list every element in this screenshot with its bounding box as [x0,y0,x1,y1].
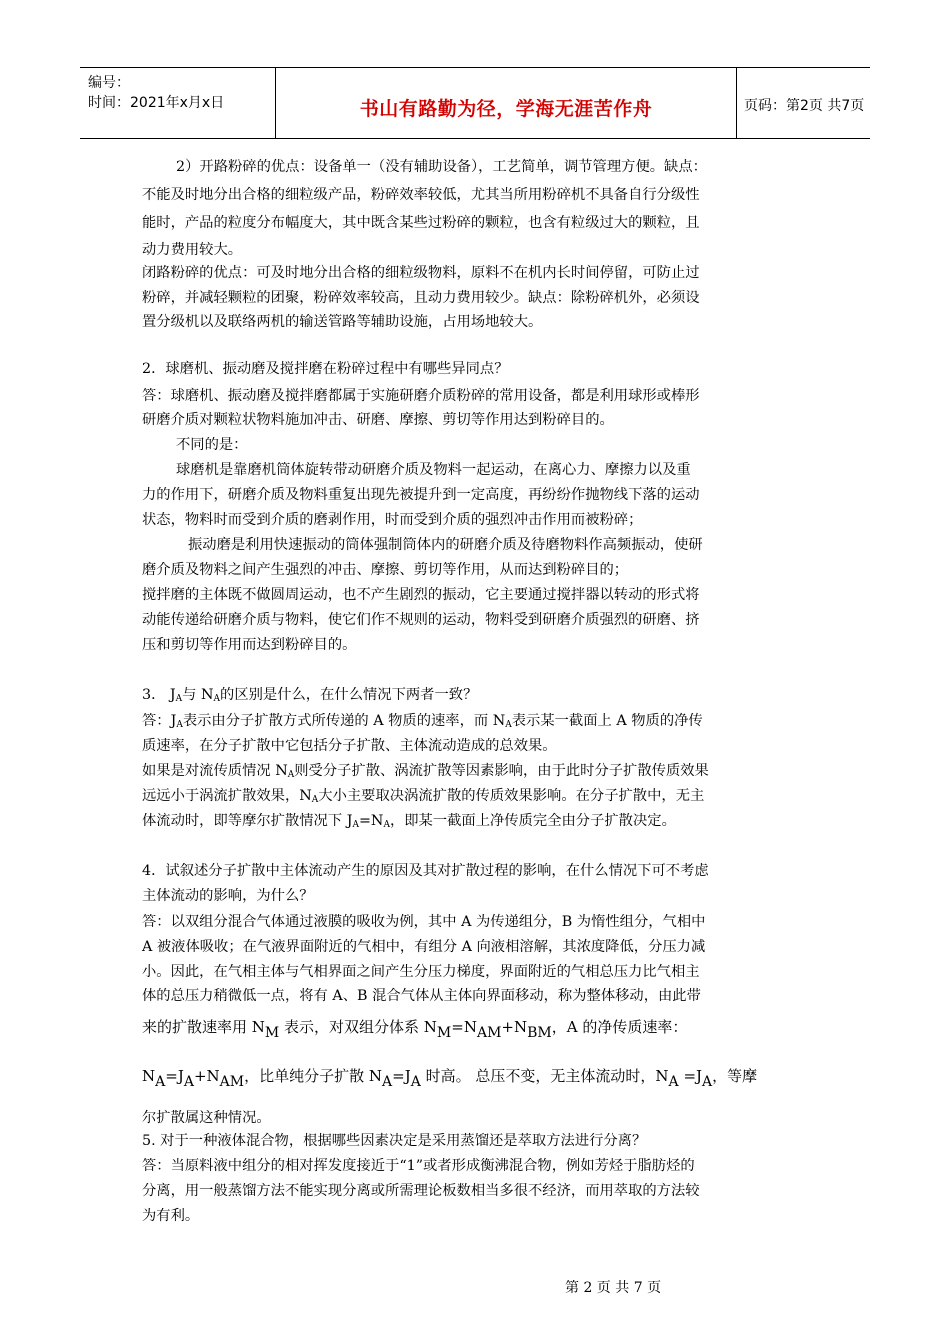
paragraph-line: 能时，产品的粒度分布幅度大，其中既含某些过粉碎的颗粒，也含有粒级过大的颗粒，且 [142,215,700,231]
paragraph-line: 为有利。 [142,1208,200,1224]
paragraph-line: 置分级机以及联络两机的输送管路等辅助设施，占用场地较大。 [142,314,543,330]
header-motto: 书山有路勤为径，学海无涯苦作舟 [359,98,653,120]
header-time: 时间：2021年x月x日 [88,95,225,111]
paragraph-line: 磨介质及物料之间产生强烈的冲击、摩擦、剪切等作用，从而达到粉碎目的； [142,562,629,578]
paragraph-line: 状态，物料时而受到介质的磨剥作用，时而受到介质的强烈冲击作用而被粉碎； [142,512,643,528]
paragraph-line: 力的作用下，研磨介质及物料重复出现先被提升到一定高度，再纷纷作抛物线下落的运动 [142,487,700,503]
paragraph-line: 不同的是： [176,437,248,453]
paragraph-line: 答：球磨机、振动磨及搅拌磨都属于实施研磨介质粉碎的常用设备，都是利用球形或棒形 [142,388,700,404]
header-info-cell [80,68,275,138]
paragraph-line: 搅拌磨的主体既不做圆周运动，也不产生剧烈的振动，它主要通过搅拌器以转动的形式将 [142,587,700,603]
paragraph-line: 动能传递给研磨介质与物料，使它们作不规则的运动，物料受到研磨介质强烈的研磨、挤 [142,612,700,628]
page-header [80,67,870,139]
paragraph-line: 分离，用一般蒸馏方法不能实现分离或所需理论板数相当多很不经济，而用萃取的方法较 [142,1183,700,1199]
paragraph-line: 体流动时，即等摩尔扩散情况下 $J_A=N_A$，即某一截面上净传质完全由分子扩散决定。 [142,813,676,830]
paragraph-line: 答：当原料液中组分的相对挥发度接近于“1”或者形成衡沸混合物，例如芳烃于脂肪烃的 [142,1158,695,1174]
formula-line: 来的扩散速率用 $N_M$ 表示，对双组分体系 $N_M=N_{AM}+N_{BM}$，A 的净传质速率： [142,1018,688,1041]
paragraph-line: 研磨介质对颗粒状物料施加冲击、研磨、摩擦、剪切等作用达到粉碎目的。 [142,412,614,428]
paragraph-line: 答：$J_A$表示由分子扩散方式所传递的 A 物质的速率，而 $N_A$表示某一截面上 A 物质的净传 [142,713,703,730]
paragraph-line: 球磨机是靠磨机筒体旋转带动研磨介质及物料一起运动，在离心力、摩擦力以及重 [176,462,691,478]
paragraph-line: 压和剪切等作用而达到粉碎目的。 [142,637,357,653]
paragraph-line: 粉碎，并减轻颗粒的团聚，粉碎效率较高，且动力费用较少。缺点：除粉碎机外，必须设 [142,290,700,306]
page-footer: 第 2 页 共 7 页 [565,1280,662,1296]
header-page-cell [736,68,870,138]
question-5: 5. 对于一种液体混合物，根据哪些因素决定是采用蒸馏还是萃取方法进行分离？ [142,1133,647,1149]
paragraph-line: 主体流动的影响，为什么？ [142,888,314,904]
header-number: 编号： [88,75,130,91]
header-motto-cell [275,68,737,138]
question-2: 2．球磨机、振动磨及搅拌磨在粉碎过程中有哪些异同点？ [142,361,509,377]
paragraph-line: 答：以双组分混合气体通过液膜的吸收为例，其中 A 为传递组分，B 为惰性组分，气相中 [142,914,706,930]
paragraph-line: 质速率，在分子扩散中它包括分子扩散、主体流动造成的总效果。 [142,738,557,754]
header-page-number: 页码：第2页 共7页 [744,98,865,114]
paragraph-line: 如果是对流传质情况 $N_A$则受分子扩散、涡流扩散等因素影响，由于此时分子扩散传质效果 [142,763,709,780]
paragraph-line: 小。因此，在气相主体与气相界面之间产生分压力梯度，界面附近的气相总压力比气相主 [142,964,700,980]
question-4: 4．试叙述分子扩散中主体流动产生的原因及其对扩散过程的影响，在什么情况下可不考虑 [142,863,709,879]
paragraph-line: 闭路粉碎的优点：可及时地分出合格的细粒级物料，原料不在机内长时间停留，可防止过 [142,265,700,281]
paragraph-line: 2）开路粉碎的优点：设备单一（没有辅助设备），工艺简单，调节管理方便。缺点： [176,159,707,175]
paragraph-line: 不能及时地分出合格的细粒级产品，粉碎效率较低，尤其当所用粉碎机不具备自行分级性 [142,187,700,203]
paragraph-line: 振动磨是利用快速振动的筒体强制筒体内的研磨介质及待磨物料作高频振动，使研 [188,537,703,553]
question-3: 3． $J_A$与 $N_A$的区别是什么，在什么情况下两者一致？ [142,687,478,704]
paragraph-line: 体的总压力稍微低一点，将有 A、B 混合气体从主体向界面移动，称为整体移动，由此带 [142,988,701,1004]
formula-line: $N_A=J_A+N_{AM}$，比单纯分子扩散 $N_A=J_A$ 时高。 总压不变，无主体流动时，$N_A =J_A$，等摩 [142,1067,758,1090]
paragraph-line: 尔扩散属这种情况。 [142,1110,271,1126]
paragraph-line: 动力费用较大。 [142,242,243,258]
paragraph-line: 远远小于涡流扩散效果，$N_A$大小主要取决涡流扩散的传质效果影响。在分子扩散中，无主 [142,788,705,805]
paragraph-line: A 被液体吸收；在气液界面附近的气相中，有组分 A 向液相溶解，其浓度降低，分压力减 [142,939,706,955]
